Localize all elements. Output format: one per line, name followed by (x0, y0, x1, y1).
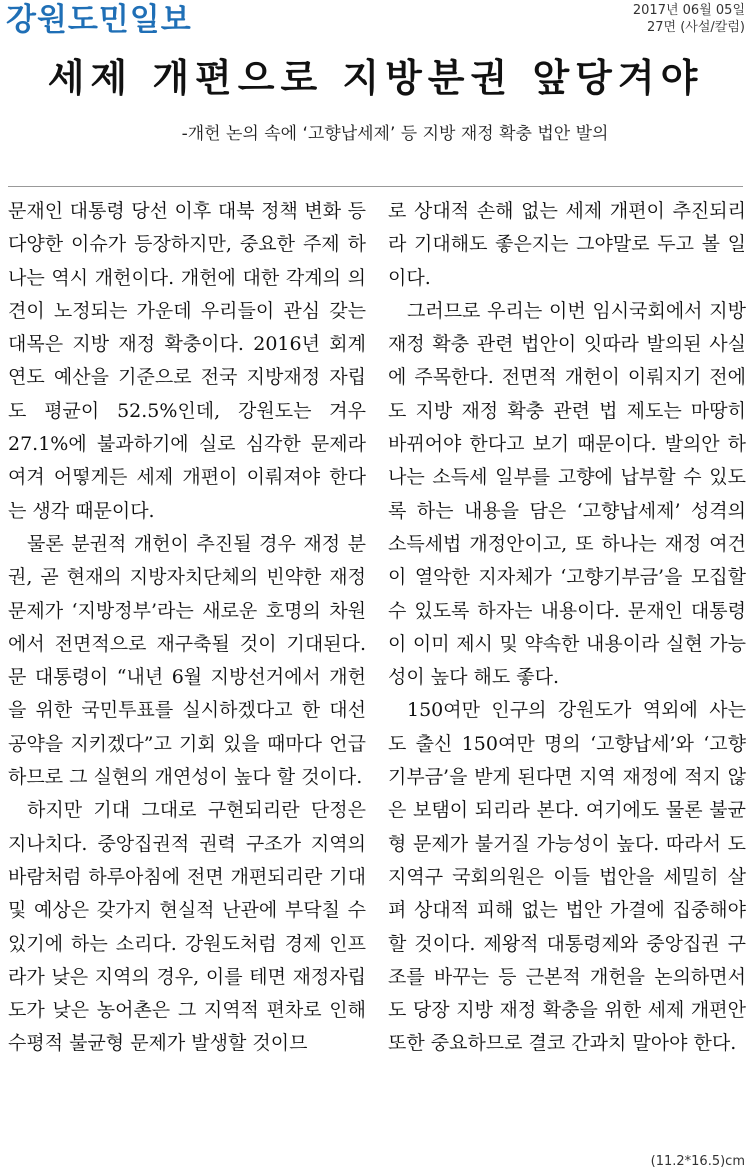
page-section: 27면 (사설/칼럼) (647, 20, 745, 35)
article-column-right (388, 195, 746, 1145)
article-paragraph: 그러므로 우리는 이번 임시국회에서 지방 재정 확충 관련 법안이 잇따라 발의된 사실에 주목한다. 전면적 개헌이 이뤄지기 전에도 지방 재정 확충 관련 법 제도는 마땅히 바뀌어야 한다고 보기 때문이다. 발의안 하나는 소득세 일부를 고향에 납부할 수 있도록 하는 내용을 담은 ‘고향납세제’ 성격의 소득세법 개정안이고, 또 하나는 재정 여건이 열악한 지자체가 ‘고향기부금’을 모집할 수 있도록 하자는 내용이다. 문재인 대통령이 이미 제시 및 약속한 내용이라 실현 가능성이 높다 해도 좋다. (388, 299, 746, 689)
article-subtitle: -개헌 논의 속에 ‘고향납세제’ 등 지방 재정 확충 법안 발의 (181, 124, 609, 144)
publication-date: 2017년 06월 05일 (632, 3, 745, 18)
article-title: 세제 개편으로 지방분권 앞당겨야 (47, 55, 704, 100)
article-paragraph: 로 상대적 손해 없는 세제 개편이 추진되리라 기대해도 좋은지는 그야말로 두고 볼 일이다. (388, 200, 746, 289)
newspaper-masthead: 강원도민일보 (6, 2, 192, 38)
article-paragraph: 150여만 인구의 강원도가 역외에 사는 도 출신 150여만 명의 ‘고향납세’와 ‘고향기부금’을 받게 된다면 지역 재정에 적지 않은 보탬이 되리라 본다. 여기에도 물론 불균형 문제가 불거질 가능성이 높다. 따라서 도 지역구 국회의원은 이들 법안을 세밀히 살펴 상대적 피해 없는 법안 가결에 집중해야 할 것이다. 제왕적 대통령제와 중앙집권 구조를 바꾸는 등 근본적 개헌을 논의하면서도 당장 지방 재정 확충을 위한 세제 개편안 또한 중요하므로 결코 간과치 말아야 한다. (388, 699, 746, 1055)
publication-meta (633, 2, 745, 36)
article-paragraph: 물론 분권적 개헌이 추진될 경우 재정 분권, 곧 현재의 지방자치단체의 빈약한 재정 문제가 ‘지방정부’라는 새로운 호명의 차원에서 전면적으로 재구축될 것이 기대된다. 문 대통령이 “내년 6월 지방선거에서 개헌을 위한 국민투표를 실시하겠다고 한 대선 공약을 지키겠다”고 기회 있을 때마다 언급하므로 그 실현의 개연성이 높다 할 것이다. (8, 532, 366, 789)
article-paragraph: 하지만 기대 그대로 구현되리란 단정은 지나치다. 중앙집권적 권력 구조가 지역의 바람처럼 하루아침에 전면 개편되리란 기대 및 예상은 갖가지 현실적 난관에 부닥칠 수 있기에 하는 소리다. 강원도처럼 경제 인프라가 낮은 지역의 경우, 이를 테면 재정자립도가 낮은 농어촌은 그 지역적 편차로 인해 수평적 불균형 문제가 발생할 것이므 (8, 799, 366, 1055)
clipping-size: (11.2*16.5)cm (650, 1154, 745, 1169)
article-paragraph: 문재인 대통령 당선 이후 대북 정책 변화 등 다양한 이슈가 등장하지만, 중요한 주제 하나는 역시 개헌이다. 개헌에 대한 각계의 의견이 노정되는 가운데 우리들이 관심 갖는 대목은 지방 재정 확충이다. 2016년 회계연도 예산을 기준으로 전국 지방재정 자립도 평균이 52.5%인데, 강원도는 겨우 27.1%에 불과하기에 실로 심각한 문제라 여겨 어떻게든 세제 개편이 이뤄져야 한다는 생각 때문이다. (8, 200, 366, 522)
header-divider (8, 186, 743, 187)
article-column-left (8, 195, 366, 1145)
